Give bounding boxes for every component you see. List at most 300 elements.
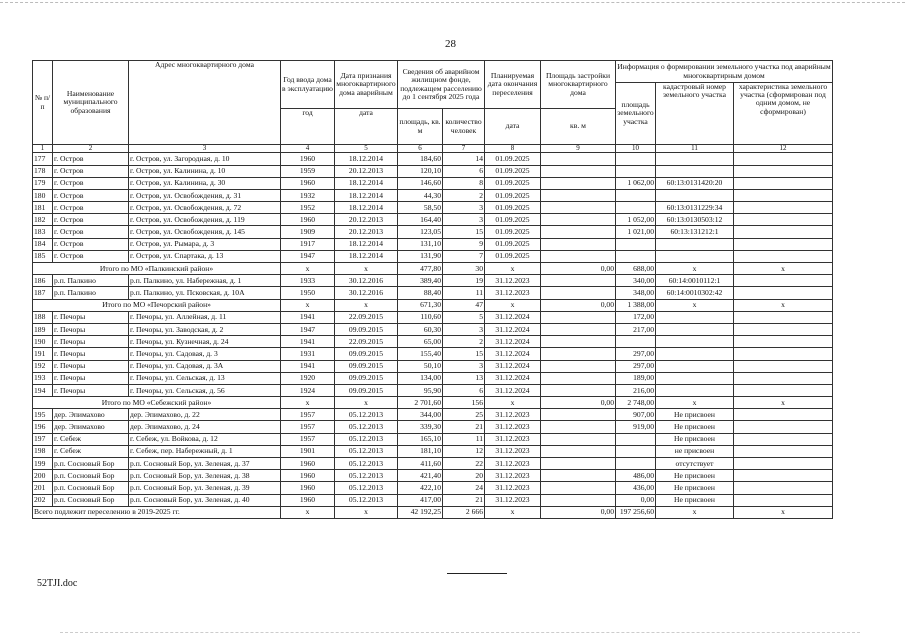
row-date: х <box>335 506 398 518</box>
row-cadastral: Не присвоен <box>656 421 734 433</box>
row-date: 20.12.2013 <box>335 226 398 238</box>
row-address: г. Остров, ул. Калинина, д. 30 <box>129 177 281 189</box>
row-year: 1960 <box>281 214 335 226</box>
table-row <box>33 275 833 287</box>
col-number: 7 <box>443 145 485 153</box>
row-characteristic <box>734 372 833 384</box>
row-characteristic <box>734 348 833 360</box>
row-date: 05.12.2013 <box>335 458 398 470</box>
row-cadastral: 60:14:0010302:42 <box>656 287 734 299</box>
row-date: 09.09.2015 <box>335 372 398 384</box>
row-cadastral: отсутствует <box>656 458 734 470</box>
row-planned-date: 01.09.2025 <box>485 238 541 250</box>
row-characteristic <box>734 202 833 214</box>
row-cadastral: Не присвоен <box>656 470 734 482</box>
row-people: 24 <box>443 482 485 494</box>
header-planned-date: Планируемая дата окончания переселения <box>485 61 541 109</box>
row-date: 05.12.2013 <box>335 494 398 506</box>
row-municipality: р.п. Сосновый Бор <box>53 458 129 470</box>
row-characteristic <box>734 409 833 421</box>
row-year: 1960 <box>281 470 335 482</box>
row-characteristic <box>734 189 833 201</box>
row-building-area <box>541 458 616 470</box>
header-cadastral: кадастровый номер земельного участка <box>656 83 734 145</box>
row-date: 20.12.2013 <box>335 214 398 226</box>
row-land-area <box>616 433 656 445</box>
subtotal-row <box>33 263 833 275</box>
row-planned-date: 31.12.2024 <box>485 372 541 384</box>
row-municipality: дер. Эпимахово <box>53 409 129 421</box>
row-people: 13 <box>443 372 485 384</box>
row-address: р.п. Палкино, ул. Набережная, д. 1 <box>129 275 281 287</box>
col-number: 11 <box>656 145 734 153</box>
row-land-area: 486,00 <box>616 470 656 482</box>
row-land-area: 340,00 <box>616 275 656 287</box>
row-building-area <box>541 470 616 482</box>
row-address: г. Печоры, ул. Сельская, д. 13 <box>129 372 281 384</box>
row-number: 195 <box>33 409 53 421</box>
row-characteristic <box>734 323 833 335</box>
row-number: 183 <box>33 226 53 238</box>
row-address: г. Печоры, ул. Заводская, д. 2 <box>129 323 281 335</box>
row-planned-date: 31.12.2023 <box>485 470 541 482</box>
row-number: 193 <box>33 372 53 384</box>
row-land-area <box>616 202 656 214</box>
row-year: 1941 <box>281 360 335 372</box>
row-cadastral: Не присвоен <box>656 409 734 421</box>
row-area: 60,30 <box>398 323 443 335</box>
col-number: 8 <box>485 145 541 153</box>
row-land-area: 0,00 <box>616 494 656 506</box>
row-year: 1947 <box>281 323 335 335</box>
row-land-area: 2 748,00 <box>616 397 656 409</box>
header-housing-info: Сведения об аварийном жилищном фонде, подлежащем расселению до 1 сентября 2025 года <box>398 61 485 109</box>
row-date: 30.12.2016 <box>335 287 398 299</box>
row-cadastral: Не присвоен <box>656 433 734 445</box>
row-number: 181 <box>33 202 53 214</box>
row-address: г. Остров, ул. Освобождения, д. 31 <box>129 189 281 201</box>
row-area: 95,90 <box>398 384 443 396</box>
row-number: 192 <box>33 360 53 372</box>
row-cadastral: 60:13:131212:1 <box>656 226 734 238</box>
row-people: 21 <box>443 494 485 506</box>
row-address: г. Печоры, ул. Кузнечная, д. 24 <box>129 336 281 348</box>
row-date: 05.12.2013 <box>335 421 398 433</box>
row-building-area: 0,00 <box>541 397 616 409</box>
row-cadastral <box>656 165 734 177</box>
row-people: 9 <box>443 238 485 250</box>
row-planned-date: 31.12.2023 <box>485 494 541 506</box>
row-number: 197 <box>33 433 53 445</box>
row-number: 177 <box>33 153 53 165</box>
row-cadastral <box>656 323 734 335</box>
row-characteristic <box>734 458 833 470</box>
row-address: г. Печоры, ул. Аллейная, д. 11 <box>129 311 281 323</box>
row-land-area <box>616 445 656 457</box>
row-cadastral: х <box>656 397 734 409</box>
row-people: 12 <box>443 445 485 457</box>
row-number: 191 <box>33 348 53 360</box>
row-area: 477,80 <box>398 263 443 275</box>
row-municipality: г. Остров <box>53 238 129 250</box>
row-people: 20 <box>443 470 485 482</box>
row-number: 185 <box>33 250 53 262</box>
row-municipality: г. Печоры <box>53 372 129 384</box>
row-area: 146,60 <box>398 177 443 189</box>
row-area: 50,10 <box>398 360 443 372</box>
column-number-row <box>33 145 833 153</box>
row-number: 196 <box>33 421 53 433</box>
row-year: 1957 <box>281 409 335 421</box>
row-cadastral <box>656 372 734 384</box>
row-land-area: 436,00 <box>616 482 656 494</box>
row-people: 11 <box>443 433 485 445</box>
header-unit-area: площадь, кв. м <box>398 109 443 145</box>
row-municipality: г. Остров <box>53 153 129 165</box>
subtotal-label: Итого по МО «Себежский район» <box>33 397 281 409</box>
row-building-area <box>541 250 616 262</box>
row-number: 202 <box>33 494 53 506</box>
row-municipality: р.п. Сосновый Бор <box>53 482 129 494</box>
row-number: 186 <box>33 275 53 287</box>
header-unit-people: количество человек <box>443 109 485 145</box>
row-planned-date: х <box>485 506 541 518</box>
col-number: 3 <box>129 145 281 153</box>
header-address: Адрес многоквартирного дома <box>129 61 281 145</box>
row-municipality: г. Остров <box>53 214 129 226</box>
row-year: 1933 <box>281 275 335 287</box>
row-area: 155,40 <box>398 348 443 360</box>
row-municipality: р.п. Палкино <box>53 275 129 287</box>
row-year: 1957 <box>281 433 335 445</box>
row-cadastral <box>656 250 734 262</box>
row-characteristic <box>734 421 833 433</box>
row-area: 131,90 <box>398 250 443 262</box>
table-row <box>33 311 833 323</box>
subtotal-label: Итого по МО «Палкинский район» <box>33 263 281 275</box>
row-number: 201 <box>33 482 53 494</box>
row-number: 180 <box>33 189 53 201</box>
row-planned-date: 31.12.2024 <box>485 336 541 348</box>
total-label: Всего подлежит переселению в 2019-2025 гг. <box>33 506 281 518</box>
row-building-area <box>541 275 616 287</box>
row-cadastral: Не присвоен <box>656 482 734 494</box>
row-year: 1917 <box>281 238 335 250</box>
row-building-area <box>541 360 616 372</box>
row-date: 09.09.2015 <box>335 360 398 372</box>
row-cadastral: х <box>656 299 734 311</box>
row-municipality: г. Печоры <box>53 311 129 323</box>
row-people: 6 <box>443 165 485 177</box>
table-row <box>33 409 833 421</box>
row-planned-date: 01.09.2025 <box>485 189 541 201</box>
row-land-area <box>616 336 656 348</box>
row-cadastral: не присвоен <box>656 445 734 457</box>
row-planned-date: х <box>485 299 541 311</box>
row-year: 1920 <box>281 372 335 384</box>
row-municipality: г. Остров <box>53 165 129 177</box>
row-characteristic: х <box>734 263 833 275</box>
row-building-area <box>541 421 616 433</box>
row-year: 1952 <box>281 202 335 214</box>
row-year: 1950 <box>281 287 335 299</box>
row-area: 671,30 <box>398 299 443 311</box>
row-municipality: г. Остров <box>53 177 129 189</box>
row-planned-date: 01.09.2025 <box>485 226 541 238</box>
row-area: 417,00 <box>398 494 443 506</box>
row-building-area <box>541 409 616 421</box>
row-building-area <box>541 348 616 360</box>
row-planned-date: 31.12.2023 <box>485 409 541 421</box>
table-row <box>33 372 833 384</box>
table-row <box>33 165 833 177</box>
row-building-area <box>541 494 616 506</box>
row-date: 05.12.2013 <box>335 470 398 482</box>
row-cadastral <box>656 336 734 348</box>
row-people: 15 <box>443 348 485 360</box>
row-date: 18.12.2014 <box>335 153 398 165</box>
row-date: 09.09.2015 <box>335 384 398 396</box>
row-planned-date: 01.09.2025 <box>485 165 541 177</box>
row-people: 7 <box>443 250 485 262</box>
row-date: х <box>335 299 398 311</box>
row-area: 88,40 <box>398 287 443 299</box>
row-people: 3 <box>443 323 485 335</box>
row-people: 5 <box>443 311 485 323</box>
footer-filename: 52TJI.doc <box>37 578 78 589</box>
row-building-area <box>541 226 616 238</box>
row-municipality: г. Печоры <box>53 348 129 360</box>
row-year: 1932 <box>281 189 335 201</box>
row-area: 344,00 <box>398 409 443 421</box>
row-people: 22 <box>443 458 485 470</box>
row-land-area <box>616 189 656 201</box>
row-area: 422,10 <box>398 482 443 494</box>
row-people: 21 <box>443 421 485 433</box>
table-row <box>33 421 833 433</box>
row-number: 200 <box>33 470 53 482</box>
row-people: 47 <box>443 299 485 311</box>
row-characteristic: х <box>734 299 833 311</box>
row-area: 110,60 <box>398 311 443 323</box>
row-building-area <box>541 433 616 445</box>
row-municipality: дер. Эпимахово <box>53 421 129 433</box>
row-planned-date: 31.12.2023 <box>485 482 541 494</box>
row-building-area <box>541 311 616 323</box>
row-year: 1909 <box>281 226 335 238</box>
row-address: р.п. Сосновый Бор, ул. Зеленая, д. 37 <box>129 458 281 470</box>
subtotal-row <box>33 299 833 311</box>
row-characteristic: х <box>734 397 833 409</box>
row-land-area <box>616 153 656 165</box>
row-year: 1959 <box>281 165 335 177</box>
row-people: 30 <box>443 263 485 275</box>
row-planned-date: 31.12.2023 <box>485 433 541 445</box>
resettlement-table <box>32 60 833 519</box>
row-planned-date: 01.09.2025 <box>485 177 541 189</box>
row-date: 18.12.2014 <box>335 189 398 201</box>
row-characteristic <box>734 238 833 250</box>
row-area: 65,00 <box>398 336 443 348</box>
row-number: 182 <box>33 214 53 226</box>
row-area: 164,40 <box>398 214 443 226</box>
row-cadastral <box>656 311 734 323</box>
row-building-area <box>541 323 616 335</box>
row-year: 1924 <box>281 384 335 396</box>
row-land-area: 1 021,00 <box>616 226 656 238</box>
table-row <box>33 384 833 396</box>
row-building-area <box>541 238 616 250</box>
row-characteristic <box>734 494 833 506</box>
row-people: 3 <box>443 214 485 226</box>
row-address: г. Печоры, ул. Садовая, д. 3 <box>129 348 281 360</box>
row-municipality: г. Остров <box>53 250 129 262</box>
row-address: г. Остров, ул. Освобождения, д. 145 <box>129 226 281 238</box>
row-address: г. Печоры, ул. Сельская, д. 56 <box>129 384 281 396</box>
row-date: 05.12.2013 <box>335 482 398 494</box>
header-year-built: Год ввода дома в эксплуатацию <box>281 61 335 109</box>
row-characteristic <box>734 153 833 165</box>
row-land-area: 216,00 <box>616 384 656 396</box>
row-year: 1957 <box>281 421 335 433</box>
row-planned-date: 01.09.2025 <box>485 250 541 262</box>
row-area: 339,30 <box>398 421 443 433</box>
table-body <box>33 145 833 519</box>
table-row <box>33 360 833 372</box>
row-planned-date: 31.12.2023 <box>485 421 541 433</box>
subtotal-row <box>33 397 833 409</box>
row-characteristic <box>734 336 833 348</box>
row-area: 131,10 <box>398 238 443 250</box>
table-row <box>33 287 833 299</box>
row-building-area <box>541 214 616 226</box>
row-area: 44,30 <box>398 189 443 201</box>
table-row <box>33 336 833 348</box>
row-building-area <box>541 153 616 165</box>
row-area: 120,10 <box>398 165 443 177</box>
row-planned-date: 31.12.2023 <box>485 445 541 457</box>
row-area: 421,40 <box>398 470 443 482</box>
table-row <box>33 189 833 201</box>
table-row <box>33 458 833 470</box>
row-land-area: 189,00 <box>616 372 656 384</box>
row-date: 30.12.2016 <box>335 275 398 287</box>
row-characteristic: х <box>734 506 833 518</box>
row-planned-date: 01.09.2025 <box>485 202 541 214</box>
row-municipality: г. Печоры <box>53 384 129 396</box>
row-address: дер. Эпимахово, д. 22 <box>129 409 281 421</box>
row-building-area: 0,00 <box>541 506 616 518</box>
row-number: 194 <box>33 384 53 396</box>
row-planned-date: 01.09.2025 <box>485 153 541 165</box>
header-num: № п/п <box>33 61 53 145</box>
row-address: г. Остров, ул. Калинина, д. 10 <box>129 165 281 177</box>
row-people: 11 <box>443 287 485 299</box>
row-area: 123,05 <box>398 226 443 238</box>
row-land-area: 197 256,60 <box>616 506 656 518</box>
row-year: 1901 <box>281 445 335 457</box>
col-number: 9 <box>541 145 616 153</box>
row-address: г. Остров, ул. Освобождения, д. 72 <box>129 202 281 214</box>
row-characteristic <box>734 445 833 457</box>
row-address: р.п. Сосновый Бор, ул. Зеленая, д. 39 <box>129 482 281 494</box>
header-unit-year: год <box>281 109 335 145</box>
row-land-area <box>616 165 656 177</box>
row-building-area <box>541 384 616 396</box>
header-building-area: Площадь застройки многоквартирного дома <box>541 61 616 109</box>
row-year: 1931 <box>281 348 335 360</box>
row-area: 165,10 <box>398 433 443 445</box>
row-building-area <box>541 165 616 177</box>
row-people: 19 <box>443 275 485 287</box>
row-address: г. Себеж, пер. Набережный, д. 1 <box>129 445 281 457</box>
row-characteristic <box>734 433 833 445</box>
table-row <box>33 238 833 250</box>
row-number: 190 <box>33 336 53 348</box>
row-address: г. Себеж, ул. Войкова, д. 12 <box>129 433 281 445</box>
row-building-area: 0,00 <box>541 263 616 275</box>
row-number: 178 <box>33 165 53 177</box>
row-address: г. Остров, ул. Освобождения, д. 119 <box>129 214 281 226</box>
row-year: 1960 <box>281 153 335 165</box>
table-row <box>33 348 833 360</box>
row-planned-date: 31.12.2023 <box>485 287 541 299</box>
row-address: г. Остров, ул. Рымара, д. 3 <box>129 238 281 250</box>
row-cadastral: х <box>656 506 734 518</box>
row-municipality: г. Печоры <box>53 360 129 372</box>
scan-edge-bottom <box>60 632 860 633</box>
row-land-area: 1 062,00 <box>616 177 656 189</box>
row-municipality: г. Остров <box>53 202 129 214</box>
scan-edge-top <box>0 2 905 3</box>
row-land-area: 1 388,00 <box>616 299 656 311</box>
row-number: 187 <box>33 287 53 299</box>
row-number: 188 <box>33 311 53 323</box>
row-characteristic <box>734 384 833 396</box>
row-building-area <box>541 202 616 214</box>
row-land-area: 348,00 <box>616 287 656 299</box>
row-characteristic <box>734 311 833 323</box>
subtotal-label: Итого по МО «Печорский район» <box>33 299 281 311</box>
table-row <box>33 177 833 189</box>
row-building-area: 0,00 <box>541 299 616 311</box>
row-cadastral <box>656 348 734 360</box>
row-municipality: г. Печоры <box>53 323 129 335</box>
row-cadastral: Не присвоен <box>656 494 734 506</box>
row-cadastral: х <box>656 263 734 275</box>
row-municipality: г. Себеж <box>53 433 129 445</box>
row-area: 58,50 <box>398 202 443 214</box>
row-year: 1941 <box>281 336 335 348</box>
row-people: 6 <box>443 384 485 396</box>
row-date: 18.12.2014 <box>335 202 398 214</box>
row-planned-date: 31.12.2024 <box>485 360 541 372</box>
row-cadastral: 60:13:0130503:12 <box>656 214 734 226</box>
row-number: 198 <box>33 445 53 457</box>
row-building-area <box>541 189 616 201</box>
header-land-area: площадь земельного участка <box>616 83 656 145</box>
row-land-area <box>616 250 656 262</box>
row-municipality: р.п. Сосновый Бор <box>53 494 129 506</box>
row-people: 3 <box>443 360 485 372</box>
table-row <box>33 470 833 482</box>
row-people: 2 <box>443 336 485 348</box>
row-number: 199 <box>33 458 53 470</box>
row-people: 8 <box>443 177 485 189</box>
row-year: х <box>281 263 335 275</box>
row-people: 14 <box>443 153 485 165</box>
row-municipality: г. Печоры <box>53 336 129 348</box>
